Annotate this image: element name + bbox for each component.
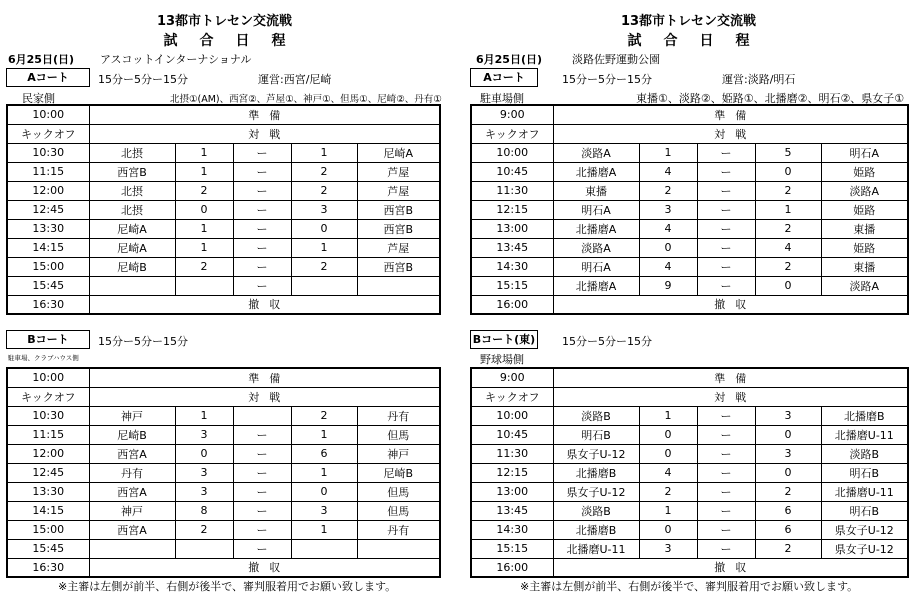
court-b-label: Bコート (6, 330, 90, 349)
prep-row (7, 368, 440, 387)
time-cell: 13:45 (471, 501, 553, 520)
table-row (7, 276, 440, 295)
away-team: 東播 (821, 219, 908, 238)
court-a-side: 民家側 (22, 92, 55, 105)
page-title: 13都市トレセン交流戦 (620, 14, 757, 29)
table-row (7, 406, 440, 425)
home-score: 2 (175, 520, 233, 539)
away-score: 0 (755, 425, 821, 444)
time-cell: 13:45 (471, 238, 553, 257)
time-cell: 13:30 (7, 219, 89, 238)
score-separator: ー (233, 482, 291, 501)
score-separator: ー (697, 463, 755, 482)
prep-label: 準備 (553, 105, 908, 124)
home-team: 東播 (553, 181, 639, 200)
court-a-format: 15分ー5分ー15分 (562, 73, 652, 86)
time-cell: 13:00 (471, 482, 553, 501)
court-b-side: 野球場側 (480, 353, 524, 366)
score-separator: ー (697, 143, 755, 162)
home-score: 1 (639, 143, 697, 162)
home-team: 淡路A (553, 238, 639, 257)
home-team: 県女子U-12 (553, 482, 639, 501)
table-row (471, 143, 908, 162)
away-team: 県女子U-12 (821, 539, 908, 558)
away-team: 丹有 (357, 406, 440, 425)
court-a-side: 駐車場側 (480, 92, 524, 105)
home-team: 西宮A (89, 520, 175, 539)
home-team: 神戸 (89, 501, 175, 520)
away-score: 1 (291, 425, 357, 444)
time-cell: 12:15 (471, 463, 553, 482)
page-subtitle: 試合日程 (163, 33, 308, 49)
time-cell: 10:30 (7, 143, 89, 162)
away-score (291, 276, 357, 295)
time-cell: 12:00 (7, 181, 89, 200)
away-team: 東播 (821, 257, 908, 276)
home-score: 0 (175, 444, 233, 463)
score-separator: ー (233, 444, 291, 463)
home-team: 北播磨U-11 (553, 539, 639, 558)
score-separator: ー (697, 238, 755, 257)
table-row (471, 463, 908, 482)
away-team: 明石A (821, 143, 908, 162)
table-row (471, 257, 908, 276)
table-row (471, 181, 908, 200)
time-cell: 13:30 (7, 482, 89, 501)
time-cell: 9:00 (471, 105, 553, 124)
score-separator: ー (233, 463, 291, 482)
away-score: 0 (755, 162, 821, 181)
home-team: 明石B (553, 425, 639, 444)
home-score: 2 (175, 181, 233, 200)
score-separator: ー (233, 276, 291, 295)
away-team: 但馬 (357, 482, 440, 501)
time-cell: 16:00 (471, 295, 553, 314)
teardown-row (7, 295, 440, 314)
home-score: 0 (175, 200, 233, 219)
score-separator: ー (697, 482, 755, 501)
prep-label: 準備 (553, 368, 908, 387)
time-cell: 12:45 (7, 200, 89, 219)
score-separator: ー (233, 143, 291, 162)
court-b-side: 駐車場、クラブハウス側 (8, 354, 79, 362)
venue-label: 淡路佐野運動公園 (572, 53, 660, 66)
home-score: 4 (639, 162, 697, 181)
home-score: 1 (175, 238, 233, 257)
date-label: 6月25日(日) (8, 53, 75, 66)
referee-note: ※主審は左側が前半、右側が後半で、審判服着用でお願い致します。 (520, 580, 859, 593)
score-separator: ー (697, 181, 755, 200)
court-a-referees: 東播①、淡路②、姫路①、北播磨②、明石②、県女子① (636, 92, 905, 105)
time-cell: 15:00 (7, 520, 89, 539)
time-cell: 15:45 (7, 276, 89, 295)
court-b-label: Bコート(東) (470, 330, 538, 349)
kickoff-header-row (471, 387, 908, 406)
home-team: 淡路A (553, 143, 639, 162)
table-row (7, 257, 440, 276)
home-score: 0 (639, 425, 697, 444)
time-cell: 15:45 (7, 539, 89, 558)
away-team: 丹有 (357, 520, 440, 539)
time-cell: 9:00 (471, 368, 553, 387)
kickoff-header: キックオフ (471, 124, 553, 143)
teardown-label: 撤収 (89, 558, 440, 577)
time-cell: 14:15 (7, 501, 89, 520)
time-cell: 12:00 (7, 444, 89, 463)
table-row (471, 238, 908, 257)
home-team: 県女子U-12 (553, 444, 639, 463)
court-b-schedule-table (6, 367, 441, 578)
away-score: 3 (291, 501, 357, 520)
away-team: 尼崎A (357, 143, 440, 162)
home-team: 北播磨B (553, 520, 639, 539)
court-a-schedule-table (470, 104, 909, 315)
away-score: 6 (291, 444, 357, 463)
score-separator: ー (697, 520, 755, 539)
match-header: 対戦 (553, 124, 908, 143)
table-row (7, 143, 440, 162)
match-header: 対戦 (89, 124, 440, 143)
home-score: 2 (175, 257, 233, 276)
page-subtitle: 試合日程 (627, 33, 772, 49)
court-a-referees: 北摂①(AM)、西宮②、芦屋①、神戸①、但馬①、尼崎②、丹有① (170, 94, 442, 105)
away-score: 1 (291, 143, 357, 162)
score-separator: ー (697, 162, 755, 181)
kickoff-header-row (471, 124, 908, 143)
home-score: 4 (639, 257, 697, 276)
home-score (175, 539, 233, 558)
away-team: 姫路 (821, 200, 908, 219)
away-score: 2 (291, 181, 357, 200)
court-a-label: Aコート (470, 68, 538, 87)
table-row (7, 444, 440, 463)
home-team: 神戸 (89, 406, 175, 425)
home-team: 北播磨B (553, 463, 639, 482)
away-team: 明石B (821, 463, 908, 482)
home-team: 尼崎B (89, 257, 175, 276)
time-cell: 12:45 (7, 463, 89, 482)
time-cell: 16:00 (471, 558, 553, 577)
score-separator (233, 406, 291, 425)
home-score: 3 (175, 463, 233, 482)
time-cell: 16:30 (7, 295, 89, 314)
score-separator: ー (697, 444, 755, 463)
table-row (7, 539, 440, 558)
away-team: 但馬 (357, 501, 440, 520)
away-score: 5 (755, 143, 821, 162)
away-team: 明石B (821, 501, 908, 520)
away-team: 姫路 (821, 238, 908, 257)
away-score: 0 (755, 463, 821, 482)
table-row (7, 463, 440, 482)
court-a-schedule-table (6, 104, 441, 315)
home-score: 0 (639, 444, 697, 463)
time-cell: 11:15 (7, 425, 89, 444)
home-score: 3 (639, 200, 697, 219)
table-row (471, 444, 908, 463)
away-team: 西宮B (357, 257, 440, 276)
home-score: 3 (639, 539, 697, 558)
home-team: 西宮A (89, 482, 175, 501)
table-row (471, 276, 908, 295)
table-row (7, 482, 440, 501)
away-team: 芦屋 (357, 162, 440, 181)
court-b-format: 15分ー5分ー15分 (98, 335, 188, 348)
away-team: 県女子U-12 (821, 520, 908, 539)
score-separator: ー (697, 425, 755, 444)
time-cell: 11:30 (471, 444, 553, 463)
home-team: 北播磨A (553, 219, 639, 238)
away-team: 西宮B (357, 219, 440, 238)
kickoff-header-row (7, 387, 440, 406)
home-team: 明石A (553, 257, 639, 276)
away-score: 2 (291, 406, 357, 425)
table-row (471, 482, 908, 501)
home-team (89, 539, 175, 558)
away-score: 2 (291, 162, 357, 181)
away-score: 0 (291, 219, 357, 238)
teardown-label: 撤収 (553, 295, 908, 314)
time-cell: 10:30 (7, 406, 89, 425)
away-score: 2 (755, 181, 821, 200)
away-team: 芦屋 (357, 181, 440, 200)
score-separator: ー (233, 257, 291, 276)
away-team: 淡路A (821, 276, 908, 295)
home-team: 北摂 (89, 143, 175, 162)
table-row (471, 425, 908, 444)
time-cell: 14:30 (471, 257, 553, 276)
court-a-management: 運営:淡路/明石 (722, 73, 796, 86)
score-separator: ー (697, 200, 755, 219)
kickoff-header: キックオフ (471, 387, 553, 406)
court-a-label: Aコート (6, 68, 90, 87)
home-team: 明石A (553, 200, 639, 219)
away-score: 2 (755, 257, 821, 276)
away-score: 1 (291, 238, 357, 257)
away-score: 6 (755, 520, 821, 539)
home-team: 西宮A (89, 444, 175, 463)
away-score: 2 (755, 219, 821, 238)
prep-row (471, 105, 908, 124)
home-score: 3 (175, 482, 233, 501)
home-score: 9 (639, 276, 697, 295)
time-cell: 10:00 (7, 368, 89, 387)
home-team: 尼崎A (89, 219, 175, 238)
away-score: 3 (755, 406, 821, 425)
score-separator: ー (233, 425, 291, 444)
home-team: 尼崎B (89, 425, 175, 444)
time-cell: 10:00 (7, 105, 89, 124)
table-row (7, 181, 440, 200)
score-separator: ー (233, 520, 291, 539)
court-a-format: 15分ー5分ー15分 (98, 73, 188, 86)
score-separator: ー (697, 257, 755, 276)
away-team (357, 539, 440, 558)
time-cell: 10:00 (471, 406, 553, 425)
court-a-management: 運営:西宮/尼崎 (258, 73, 332, 86)
table-row (471, 406, 908, 425)
away-score: 2 (755, 539, 821, 558)
time-cell: 11:15 (7, 162, 89, 181)
table-row (471, 200, 908, 219)
table-row (7, 501, 440, 520)
teardown-row (7, 558, 440, 577)
away-team: 西宮B (357, 200, 440, 219)
home-team: 北播磨A (553, 162, 639, 181)
table-row (471, 162, 908, 181)
time-cell: 13:00 (471, 219, 553, 238)
away-score: 0 (291, 482, 357, 501)
away-score: 3 (755, 444, 821, 463)
home-score: 2 (639, 181, 697, 200)
away-team: 淡路B (821, 444, 908, 463)
court-b-schedule-table (470, 367, 909, 578)
score-separator: ー (233, 200, 291, 219)
home-score: 2 (639, 482, 697, 501)
venue-label: アスコットインターナショナル (100, 53, 252, 66)
kickoff-header: キックオフ (7, 124, 89, 143)
prep-row (471, 368, 908, 387)
table-row (7, 425, 440, 444)
home-score: 4 (639, 219, 697, 238)
home-team: 北摂 (89, 200, 175, 219)
away-team: 神戸 (357, 444, 440, 463)
prep-row (7, 105, 440, 124)
table-row (471, 219, 908, 238)
teardown-label: 撤収 (553, 558, 908, 577)
away-team: 北播磨U-11 (821, 425, 908, 444)
match-header: 対戦 (553, 387, 908, 406)
home-score: 1 (639, 406, 697, 425)
time-cell: 10:00 (471, 143, 553, 162)
home-score: 1 (175, 219, 233, 238)
home-team: 北播磨A (553, 276, 639, 295)
time-cell: 10:45 (471, 162, 553, 181)
page-title: 13都市トレセン交流戦 (156, 14, 293, 29)
home-score: 4 (639, 463, 697, 482)
home-team: 淡路B (553, 406, 639, 425)
table-row (471, 520, 908, 539)
table-row (7, 219, 440, 238)
home-score: 3 (175, 425, 233, 444)
match-header: 対戦 (89, 387, 440, 406)
time-cell: 15:15 (471, 539, 553, 558)
away-team: 北播磨U-11 (821, 482, 908, 501)
home-team: 西宮B (89, 162, 175, 181)
time-cell: 16:30 (7, 558, 89, 577)
kickoff-header-row (7, 124, 440, 143)
time-cell: 15:15 (471, 276, 553, 295)
score-separator: ー (233, 539, 291, 558)
away-score (291, 539, 357, 558)
away-score: 1 (291, 520, 357, 539)
home-team: 丹有 (89, 463, 175, 482)
kickoff-header: キックオフ (7, 387, 89, 406)
score-separator: ー (697, 219, 755, 238)
score-separator: ー (697, 501, 755, 520)
away-score: 2 (755, 482, 821, 501)
court-b-format: 15分ー5分ー15分 (562, 335, 652, 348)
date-label: 6月25日(日) (476, 53, 543, 66)
referee-note: ※主審は左側が前半、右側が後半で、審判服着用でお願い致します。 (58, 580, 397, 593)
time-cell: 14:15 (7, 238, 89, 257)
score-separator: ー (233, 238, 291, 257)
time-cell: 11:30 (471, 181, 553, 200)
teardown-label: 撤収 (89, 295, 440, 314)
home-score (175, 276, 233, 295)
away-team (357, 276, 440, 295)
away-team: 北播磨B (821, 406, 908, 425)
prep-label: 準備 (89, 368, 440, 387)
score-separator: ー (233, 162, 291, 181)
home-score: 1 (175, 162, 233, 181)
home-score: 1 (175, 143, 233, 162)
table-row (471, 501, 908, 520)
score-separator: ー (233, 219, 291, 238)
away-score: 2 (291, 257, 357, 276)
away-score: 6 (755, 501, 821, 520)
table-row (7, 162, 440, 181)
time-cell: 10:45 (471, 425, 553, 444)
time-cell: 12:15 (471, 200, 553, 219)
home-team: 淡路B (553, 501, 639, 520)
away-team: 芦屋 (357, 238, 440, 257)
away-team: 但馬 (357, 425, 440, 444)
away-score: 4 (755, 238, 821, 257)
home-team: 北摂 (89, 181, 175, 200)
teardown-row (471, 295, 908, 314)
away-score: 1 (291, 463, 357, 482)
home-score: 0 (639, 238, 697, 257)
away-team: 淡路A (821, 181, 908, 200)
score-separator: ー (697, 276, 755, 295)
home-score: 0 (639, 520, 697, 539)
time-cell: 14:30 (471, 520, 553, 539)
home-team (89, 276, 175, 295)
score-separator: ー (697, 539, 755, 558)
score-separator: ー (697, 406, 755, 425)
home-score: 1 (639, 501, 697, 520)
table-row (7, 238, 440, 257)
table-row (7, 520, 440, 539)
away-score: 0 (755, 276, 821, 295)
home-score: 8 (175, 501, 233, 520)
home-team: 尼崎A (89, 238, 175, 257)
score-separator: ー (233, 501, 291, 520)
away-score: 1 (755, 200, 821, 219)
prep-label: 準備 (89, 105, 440, 124)
away-team: 姫路 (821, 162, 908, 181)
teardown-row (471, 558, 908, 577)
time-cell: 15:00 (7, 257, 89, 276)
home-score: 1 (175, 406, 233, 425)
table-row (471, 539, 908, 558)
away-team: 尼崎B (357, 463, 440, 482)
score-separator: ー (233, 181, 291, 200)
away-score: 3 (291, 200, 357, 219)
table-row (7, 200, 440, 219)
